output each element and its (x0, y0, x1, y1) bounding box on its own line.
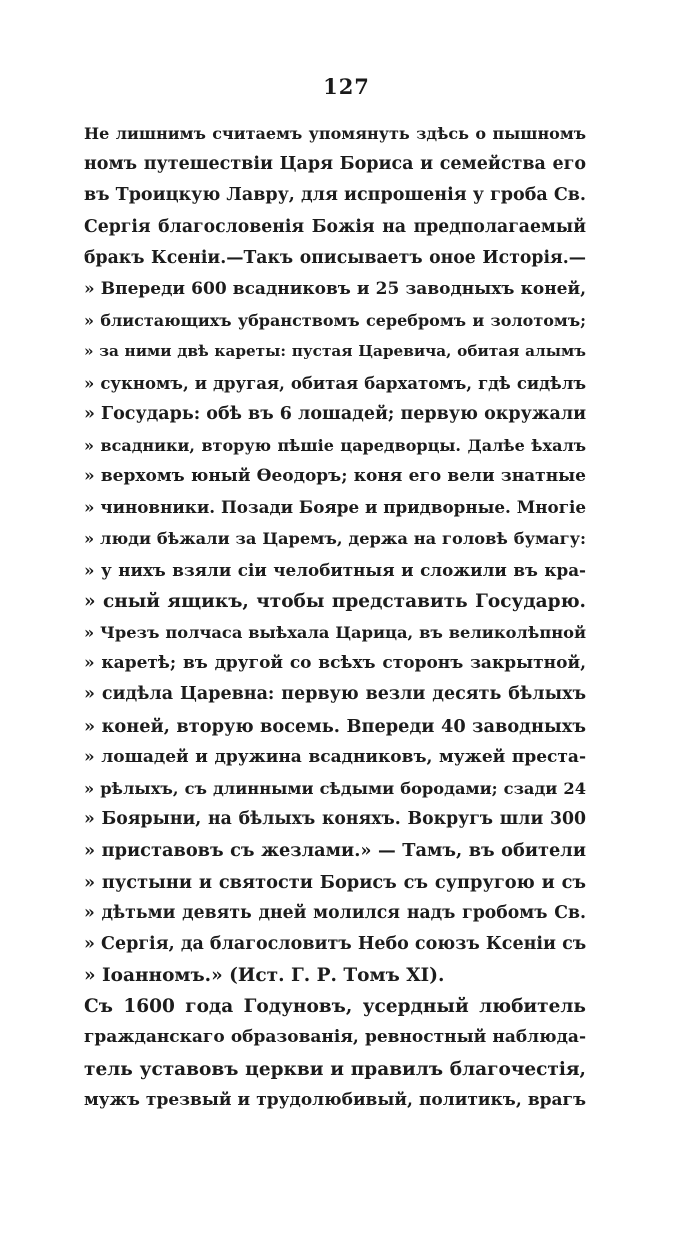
text-line: » приставовъ съ жезлами.» — Тамъ, въ обители (84, 840, 586, 862)
text-line: » Чрезъ полчаса выѣхала Царица, въ великолѣпной (84, 623, 586, 642)
text-line: мужъ трезвый и трудолюбивый, политикъ, врагъ (84, 1089, 586, 1110)
text-line: » люди бѣжали за Царемъ, держа на головѣ бумагу: (84, 529, 586, 549)
text-line: » пустыни и святости Борисъ съ супругою и съ (84, 871, 586, 893)
text-line: » у нихъ взяли сіи челобитныя и сложили въ кра- (84, 559, 586, 580)
text-line: » дѣтьми девять дней молился надъ гробомъ Св. (84, 902, 586, 923)
text-line: » чиновники. Позади Бояре и придворные. Многіе (84, 497, 586, 518)
text-line: » лошадей и дружина всадниковъ, мужей преста- (84, 746, 586, 767)
text-line: бракъ Ксеніи.—Такъ описываетъ оное Исторія.— (84, 247, 586, 268)
text-line: » Сергія, да благословитъ Небо союзъ Ксеніи съ (84, 933, 586, 954)
text-line: Съ 1600 года Годуновъ, усердный любитель (84, 996, 586, 1018)
text-line: въ Троицкую Лавру, для испрошенія у гроба Св. (84, 185, 586, 206)
text-line: номъ путешествіи Царя Бориса и семейства его (84, 154, 586, 175)
text-line: » Іоанномъ.» (Ист. Г. Р. Томъ XI). (84, 965, 445, 987)
text-line: Не лишнимъ считаемъ упомянуть здѣсь о пышномъ (84, 124, 586, 143)
text-line: » Боярыни, на бѣлыхъ коняхъ. Вокругъ шли 300 (84, 809, 586, 830)
text-line: » каретѣ; въ другой со всѣхъ сторонъ закрытной, (84, 653, 586, 674)
text-line: » рѣлыхъ, съ длинными сѣдыми бородами; сзади 24 (84, 778, 586, 798)
text-line: » сидѣла Царевна: первую везли десять бѣлыхъ (84, 684, 586, 705)
text-line: тель уставовъ церкви и правилъ благочестія, (84, 1058, 586, 1080)
page-number: 127 (323, 74, 370, 99)
text-line: гражданскаго образованія, ревностный наблюда- (84, 1027, 586, 1048)
text-line: » Впереди 600 всадниковъ и 25 заводныхъ коней, (84, 278, 586, 299)
text-line: » Государь: обѣ въ 6 лошадей; первую окружали (84, 403, 586, 424)
body-text (84, 118, 586, 1116)
text-line: Сергія благословенія Божія на предполагаемый (84, 216, 586, 237)
text-line: » сный ящикъ, чтобы представить Государю. (84, 590, 586, 612)
text-line: » всадники, вторую пѣшіе царедворцы. Далѣе ѣхалъ (84, 435, 586, 455)
text-line: » сукномъ, и другая, обитая бархатомъ, гдѣ сидѣлъ (84, 373, 586, 393)
text-line: » за ними двѣ кареты: пустая Царевича, обитая алымъ (84, 342, 586, 361)
text-line: » блистающихъ убранствомъ серебромъ и золотомъ; (84, 311, 586, 331)
text-line: » верхомъ юный Ѳеодоръ; коня его вели знатные (84, 466, 586, 487)
text-line: » коней, вторую восемь. Впереди 40 заводныхъ (84, 715, 586, 737)
